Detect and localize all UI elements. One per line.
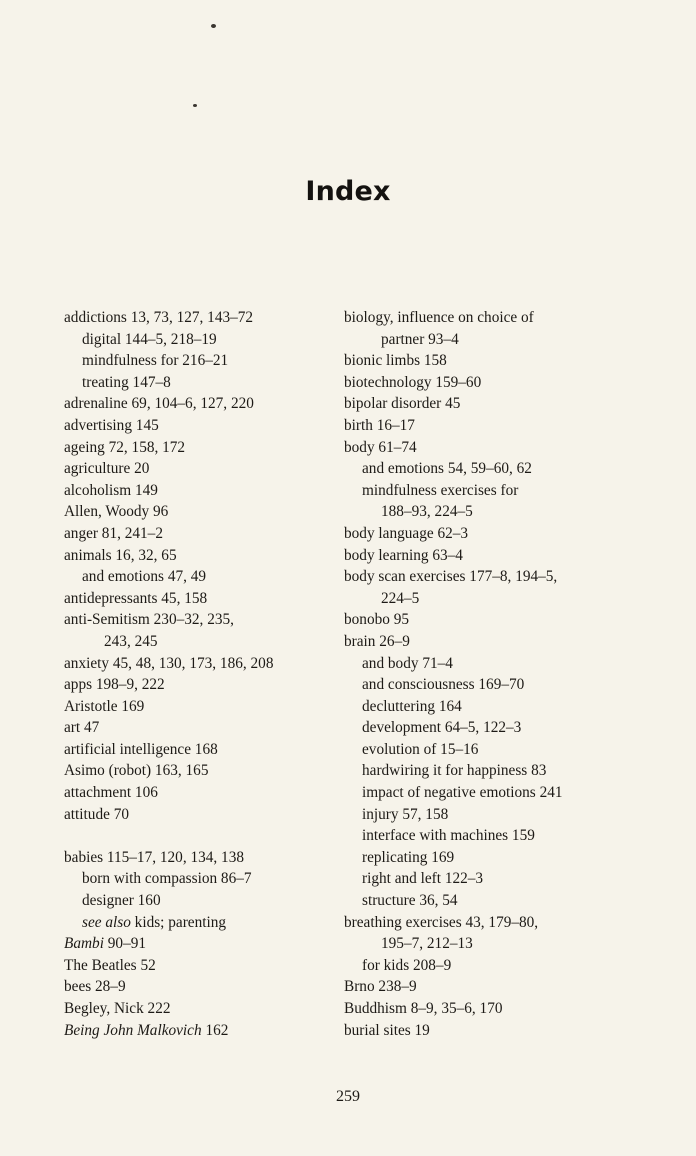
index-entry: babies 115–17, 120, 134, 138 — [64, 848, 245, 866]
index-subentry: and emotions 47, 49 — [82, 568, 207, 586]
index-entry-title: Bambi — [64, 935, 104, 953]
index-entry-title: Being John Malkovich — [64, 1021, 202, 1039]
index-entry: addictions 13, 73, 127, 143–72 — [64, 309, 254, 326]
index-entry: artificial intelligence 168 — [64, 740, 218, 758]
page-title: Index — [305, 176, 391, 207]
index-subentry: digital 144–5, 218–19 — [82, 330, 217, 348]
index-entry: Asimo (robot) 163, 165 — [64, 762, 209, 780]
index-subentry: mindfulness exercises for — [362, 481, 519, 499]
index-entry: attachment 106 — [64, 784, 158, 802]
page-number: 259 — [336, 1088, 360, 1105]
index-entry: bees 28–9 — [64, 978, 126, 996]
index-entry: ageing 72, 158, 172 — [64, 438, 186, 456]
index-entry: anti-Semitism 230–32, 235, — [64, 611, 234, 629]
index-subentry: replicating 169 — [362, 848, 455, 866]
paper-speck — [211, 24, 216, 28]
index-entry: The Beatles 52 — [64, 956, 156, 974]
index-entry: brain 26–9 — [344, 632, 410, 650]
index-entry: Buddhism 8–9, 35–6, 170 — [344, 1000, 503, 1017]
index-entry: Aristotle 169 — [64, 697, 145, 715]
index-subentry: born with compassion 86–7 — [82, 870, 252, 888]
index-subentry: and consciousness 169–70 — [362, 676, 525, 694]
index-entry: bionic limbs 158 — [344, 352, 447, 370]
index-entry — [64, 933, 334, 955]
section-gap — [64, 825, 334, 847]
index-subentry: development 64–5, 122–3 — [362, 719, 522, 737]
index-column-left — [64, 307, 334, 1041]
cross-reference-text: kids; parenting — [130, 913, 227, 931]
index-subentry: for kids 208–9 — [362, 956, 452, 974]
index-subentry: evolution of 15–16 — [362, 740, 479, 758]
index-subentry: right and left 122–3 — [362, 870, 484, 888]
index-subentry: treating 147–8 — [82, 373, 171, 391]
cross-reference-label: see also — [82, 913, 131, 931]
index-continuation: 195–7, 212–13 — [381, 935, 473, 953]
index-entry: animals 16, 32, 65 — [64, 546, 177, 564]
index-subentry: decluttering 164 — [362, 697, 462, 715]
index-entry: alcoholism 149 — [64, 481, 158, 499]
index-subentry: hardwiring it for happiness 83 — [362, 762, 547, 780]
index-entry: apps 198–9, 222 — [64, 676, 165, 694]
index-subentry: designer 160 — [82, 892, 161, 910]
index-entry: attitude 70 — [64, 805, 129, 823]
index-entry: burial sites 19 — [344, 1021, 430, 1039]
index-subentry: and body 71–4 — [362, 654, 453, 672]
index-entry: agriculture 20 — [64, 460, 150, 478]
index-entry: birth 16–17 — [344, 416, 415, 434]
index-entry: bipolar disorder 45 — [344, 395, 461, 413]
index-entry: biology, influence on choice of — [344, 309, 534, 326]
index-entry-pages: 162 — [201, 1021, 229, 1039]
index-subentry: interface with machines 159 — [362, 827, 535, 845]
index-subentry: injury 57, 158 — [362, 805, 449, 823]
index-continuation: 224–5 — [381, 589, 420, 607]
index-entry — [64, 1020, 334, 1042]
index-subentry — [64, 912, 334, 934]
index-entry: Allen, Woody 96 — [64, 503, 169, 521]
index-subentry: mindfulness for 216–21 — [82, 352, 229, 370]
index-entry: body language 62–3 — [344, 524, 469, 542]
index-entry: anxiety 45, 48, 130, 173, 186, 208 — [64, 654, 274, 672]
index-entry: antidepressants 45, 158 — [64, 589, 208, 607]
index-entry: bonobo 95 — [344, 611, 410, 629]
index-column-right — [344, 307, 644, 1041]
index-continuation: partner 93–4 — [381, 330, 459, 348]
index-entry: biotechnology 159–60 — [344, 373, 482, 391]
index-entry: adrenaline 69, 104–6, 127, 220 — [64, 395, 254, 413]
index-entry: Brno 238–9 — [344, 978, 417, 996]
index-entry: body scan exercises 177–8, 194–5, — [344, 568, 558, 586]
index-entry-pages: 90–91 — [103, 935, 147, 953]
index-subentry: impact of negative emotions 241 — [362, 784, 563, 802]
index-entry: Begley, Nick 222 — [64, 1000, 171, 1017]
index-entry: breathing exercises 43, 179–80, — [344, 913, 539, 931]
index-entry: anger 81, 241–2 — [64, 524, 163, 542]
index-subentry: structure 36, 54 — [362, 892, 458, 910]
paper-speck — [193, 104, 197, 107]
index-entry: art 47 — [64, 719, 100, 737]
index-entry: body 61–74 — [344, 438, 417, 456]
index-continuation: 188–93, 224–5 — [381, 503, 473, 521]
index-subentry: and emotions 54, 59–60, 62 — [362, 460, 532, 478]
index-continuation: 243, 245 — [104, 632, 158, 650]
index-entry: body learning 63–4 — [344, 546, 463, 564]
index-entry: advertising 145 — [64, 416, 159, 434]
